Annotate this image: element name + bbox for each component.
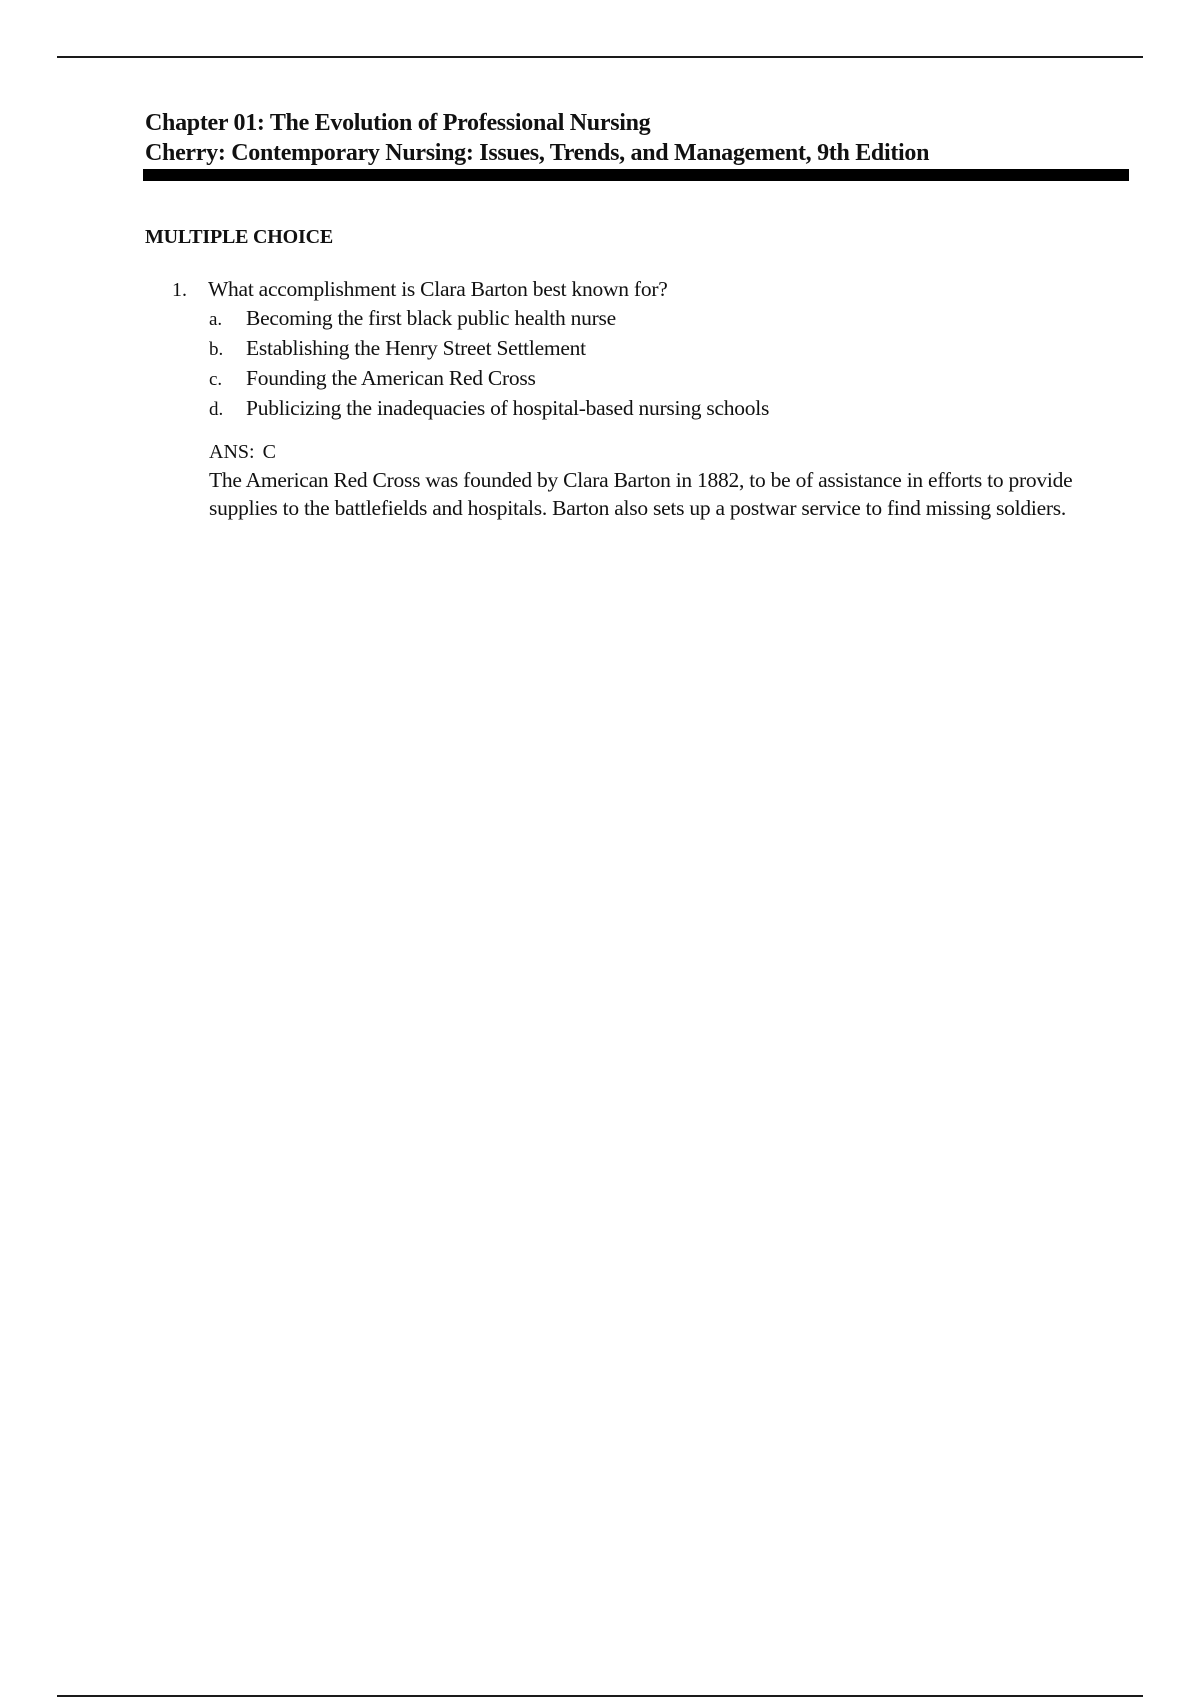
answer-rationale: The American Red Cross was founded by Clara Barton in 1882, to be of assistance in efforts to provide supplies to the battlefields and hospitals. Barton also sets up a postwar service to find missing soldiers. — [209, 468, 1073, 520]
question-item — [172, 275, 1112, 522]
choice-letter: c. — [209, 369, 223, 390]
choice-a — [209, 304, 1112, 334]
answer-value: C — [262, 441, 276, 463]
choice-text: Publicizing the inadequacies of hospital-based nursing schools — [246, 396, 770, 420]
choice-d — [209, 394, 1112, 424]
answer-row — [209, 438, 1114, 466]
header-divider — [143, 169, 1129, 181]
answer-label: ANS: — [209, 441, 255, 463]
question-number: 1. — [172, 279, 187, 301]
bottom-page-rule — [57, 1695, 1143, 1697]
answer-block — [209, 438, 1114, 522]
choice-text: Establishing the Henry Street Settlement — [246, 336, 586, 360]
top-page-rule — [57, 56, 1143, 58]
choice-text: Founding the American Red Cross — [246, 366, 536, 390]
choice-list — [209, 304, 1112, 424]
question-stem-row — [172, 275, 1112, 304]
choice-letter: b. — [209, 339, 224, 360]
question-stem: What accomplishment is Clara Barton best known for? — [208, 277, 668, 301]
section-heading: MULTIPLE CHOICE — [145, 226, 333, 248]
book-title: Cherry: Contemporary Nursing: Issues, Trends, and Management, 9th Edition — [145, 140, 930, 166]
choice-letter: d. — [209, 399, 224, 420]
choice-text: Becoming the first black public health nurse — [246, 306, 616, 330]
choice-c — [209, 364, 1112, 394]
chapter-title: Chapter 01: The Evolution of Professional Nursing — [145, 110, 651, 136]
choice-b — [209, 334, 1112, 364]
choice-letter: a. — [209, 309, 223, 330]
document-header — [145, 108, 1130, 168]
